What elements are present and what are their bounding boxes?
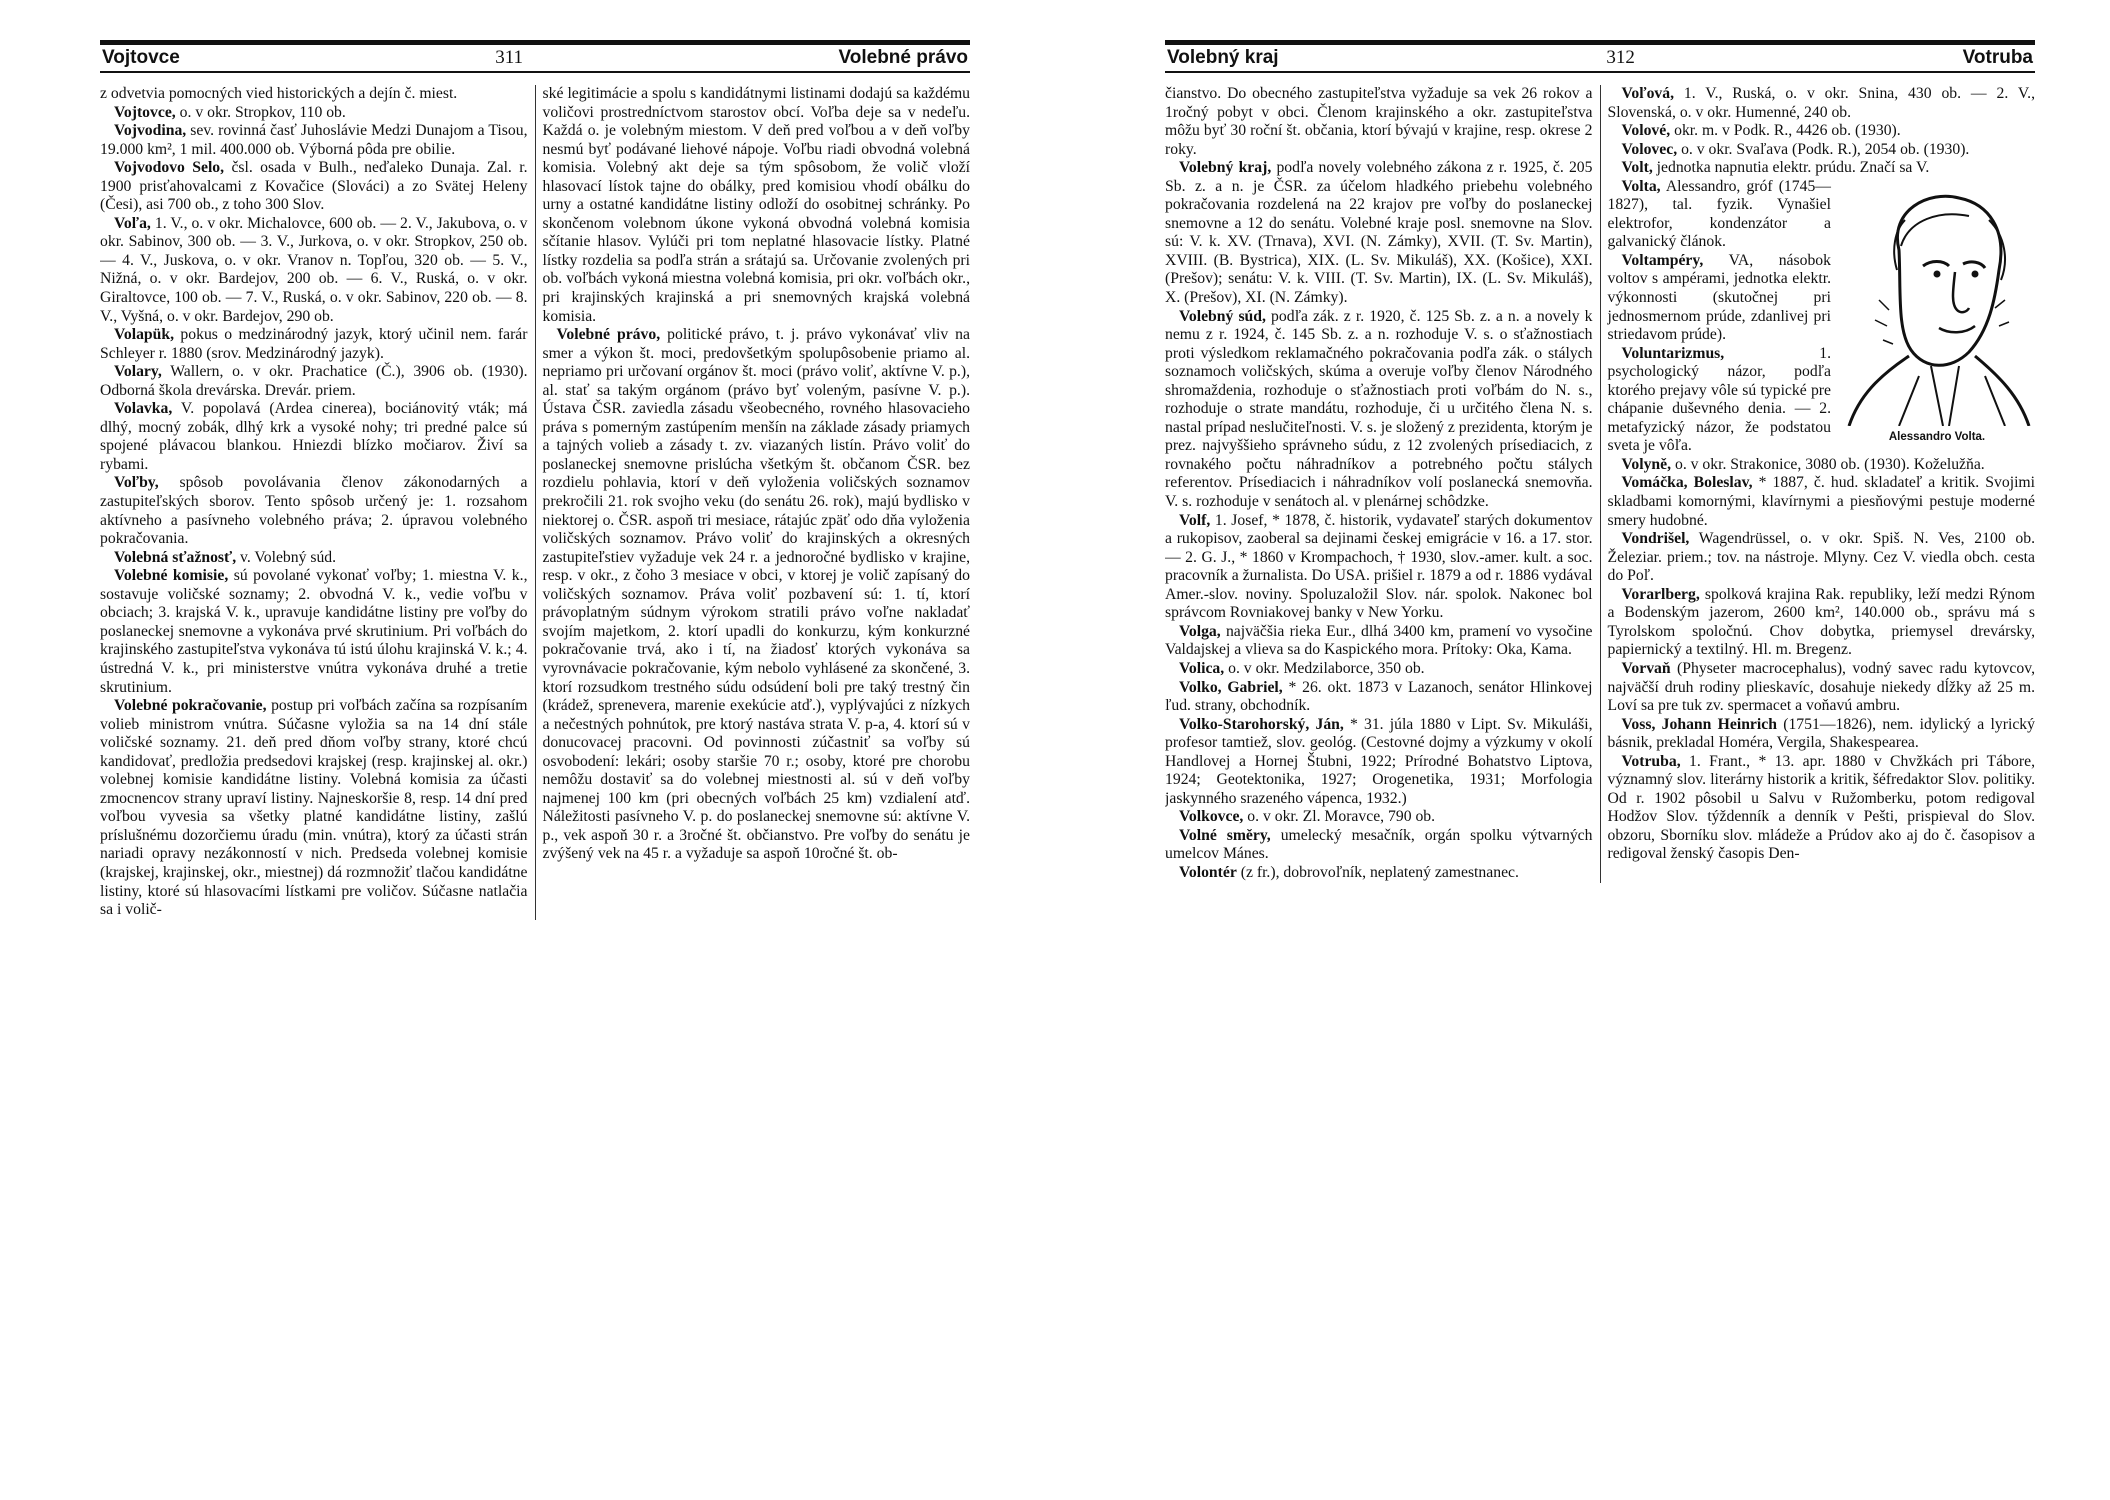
dictionary-entry (100, 122, 528, 159)
page-number: 311 (495, 47, 524, 68)
dictionary-entry (1608, 753, 2036, 864)
header-guide-word-first: Volebný kraj (1167, 47, 1279, 68)
entry-definition: Wagendrüssel, o. v okr. Spiš. N. Ves, 2100 ob. Železiar. priem.; tov. na nástroje. Mlyny. Cez V. viedla obch. cesta do Poľ. (1607, 530, 2035, 585)
entry-headword: Volovec, (1621, 140, 1678, 158)
dictionary-entry (100, 326, 528, 363)
entry-definition: postup pri voľbách začína sa rozpísaním volieb ministrom vnútra. Súčasne vyložia sa na 14 dní stále voličské soznamy. 21. deň pred dňom voľby strany, ktoré chcú kandidovať, predložia predsedovi krajskej (resp. krajinskej al. okr.) volebnej komisie kandidátne listiny. Volebná komisia za účasti zmocnencov strany upraví listiny. Najneskoršie 8, resp. 14 dní pred voľbou vyvesia sa všetky platné kandidátne listiny, zašlú príslušnému dozorčiemu úradu (min. vnútra), ktorý za účasti strán nariadi opravy nezákonností v nich. Predseda volebnej komisie (krajskej, krajinskej, okr., miestnej) dá rozmnožiť tlačou kandidátne listiny, ktoré sú hlasovacími lístkami pre voličov. Súčasne natlačia sa i volič- (100, 697, 528, 919)
entry-definition: Wallern, o. v okr. Prachatice (Č.), 3906 ob. (1930). Odborná škola drevárska. Drevár. priem. (100, 363, 528, 399)
dictionary-entry (1165, 660, 1593, 679)
entry-headword: Votruba, (1621, 752, 1681, 770)
dictionary-entry (100, 85, 528, 104)
dictionary-entry (1165, 864, 1593, 883)
entry-headword: Volary, (114, 363, 162, 381)
column-left (100, 85, 535, 920)
entry-definition: 1. Josef, * 1878, č. historik, vydavateľ starých dokumentov a rukopisov, zaoberal sa dejinami českej emigrácie v 16. a 17. stor. — 2. G. J., * 1860 v Krompachoch, † 1930, slov.-amer. kult. a soc. pracovník a žurnalista. Do USA. prišiel r. 1879 a od r. 1886 vydával Amer.-slov. noviny. Spoluzaložil Slov. nár. spolok. Nakonec bol správcom Rovniakovej banky v New Yorku. (1165, 511, 1593, 622)
dictionary-entry (1165, 159, 1593, 307)
dictionary-entry (1608, 716, 2036, 753)
dictionary-entry (1608, 456, 2036, 475)
entry-definition: jednotka napnutia elektr. prúdu. Značí sa V. (1652, 159, 1930, 177)
entry-definition: spolková krajina Rak. republiky, leží medzi Rýnom a Bodenským jazerom, 2600 km², 140.000 ob., správu má s Tyrolskom spoločnú. Chov dobytka, priemysel drevársky, papiernický a textilný. Hl. m. Bregenz. (1607, 585, 2035, 659)
entry-definition: o. v okr. Medzilaborce, 350 ob. (1224, 659, 1425, 677)
entry-definition: pokus o medzinárodný jazyk, ktorý učinil nem. farár Schleyer r. 1880 (srov. Medzinárodný jazyk). (100, 326, 528, 362)
left-page (100, 40, 970, 1480)
entry-headword: Volné směry, (1179, 826, 1271, 844)
volta-portrait-icon (1839, 180, 2035, 426)
entry-headword: Volové, (1621, 122, 1671, 140)
entry-headword: Volebná sťažnosť, (114, 548, 237, 566)
entry-definition: (z fr.), dobrovoľník, neplatený zamestnanec. (1236, 863, 1519, 881)
entry-headword: Volta, (1621, 177, 1661, 195)
entry-definition: najväčšia rieka Eur., dlhá 3400 km, pramení vo vysočine Valdajskej a vlieva sa do Kaspického mora. Prítoky: Oka, Kama. (1165, 622, 1593, 659)
entry-headword: Volebný súd, (1179, 307, 1266, 325)
dictionary-entry (100, 104, 528, 123)
entry-definition: 1. V., o. v okr. Michalovce, 600 ob. — 2. V., Jakubova, o. v okr. Sabinov, 300 ob. — 3. V., Jurkova, o. v okr. Stropkov, 250 ob. — 4. V., Juskova, o. v okr. Vranov n. Topľou, 320 ob. — 5. V., Nižná, o. v okr. Bardejov, 200 ob. — 6. V., Ruská, o. v okr. Giraltovce, 100 ob. — 7. V., Ruská, o. v okr. Sabinov, 220 ob. — 8. V., Vyšná, o. v okr. Bardejov, 290 ob. (100, 214, 528, 325)
entry-headword: Volica, (1179, 659, 1225, 677)
dictionary-entry (1165, 623, 1593, 660)
entry-headword: Vorvaň (1621, 659, 1671, 677)
dictionary-entry (1165, 85, 1593, 159)
entry-headword: Vomáčka, Boleslav, (1621, 474, 1753, 492)
dictionary-entry (100, 549, 528, 568)
dictionary-entry (1165, 808, 1593, 827)
entry-definition: z odvetvia pomocných vied historických a dejín č. miest. (100, 85, 458, 102)
dictionary-entry (1165, 716, 1593, 809)
dictionary-entry (100, 363, 528, 400)
dictionary-entry (543, 85, 971, 326)
entry-definition: okr. m. v Podk. R., 4426 ob. (1930). (1670, 122, 1901, 140)
page-header-right (1165, 40, 2035, 73)
entry-definition: o. v okr. Zl. Moravce, 790 ob. (1243, 808, 1436, 826)
entry-definition: politické právo, t. j. právo vykonávať vliv na smer a výkon št. moci, predovšetkým spolupôsobenie priamo al. nepriamo pri určovaní orgánov št. moci (právo voliť, aktívne V. p.), al. stať sa takým orgánom (právo byť voleným, pasívne V. p.). Ústava ČSR. zaviedla zásadu všeobecného, rovného hlasovacieho práva s pomerným zastúpením menšín na základe zásady priamych a tajných volieb a zásady t. zv. viazaných listín. Právo voliť do poslaneckej snemovne prislúcha všetkým št. občanom ČSR. bez rozdielu pohlavia, ktorí v deň vyloženia voličských soznamov prekročili 21. rok svojho veku (do senátu 26. rok), majú bydlisko v niektorej o. ČSR. aspoň tri mesiace, rátajúc zpäť odo dňa vyloženia voličských soznamov. Právo voliť do krajinských a okresných zastupiteľstiev vyžaduje vek 24 r. a jednoročné bydlisko v krajine, resp. v okr., z čoho 3 mesiace v obci, v ktorej je volič zapísaný do voličských soznamov. Práva voliť pozbavení sú: 1. tí, ktorí právoplatným súdnym výrokom stratili právo voľne nakladať svojím majetkom, 2. ktorí upadli do konkurzu, kým konkurzné pokračovanie trvá, ako i tí, na žiadosť ktorých vykonáva sa vyrovnávacie pokračovanie, kým nebolo vyhlásené za skončené, 3. ktorí rozsudkom trestného súdu odsúdení boli pre taký trestný čin (krádež, sprenevera, marenie exekúcie atď.), vyplývajúci z nízkych a nečestných pohnútok, pre ktorý nastáva strata V. p-a, 4. ktorí sú v donucovacej pracovni. Od povinnosti zúčastniť sa voľby sú osvobodení: lekári; osoby staršie 70 r.; osoby, ktoré pre chorobu nemôžu dostaviť sa do volebnej miestnosti al. sú v deň voľby najmenej 100 km (pri obecných voľbách 25 km) vzdialení atď. Náležitosti pasívneho V. p. do poslaneckej snemovne sú: aktívne V. p., vek aspoň 30 r. a 3ročné št. občianstvo. Pre voľby do senátu je zvýšený vek na 45 r. a vyžaduje sa aspoň 10ročné št. ob- (542, 326, 970, 863)
text-columns (100, 85, 970, 920)
dictionary-entry (100, 215, 528, 326)
entry-definition: 1. psychologický názor, podľa ktorého prejavy vôle sú typické pre chápanie duševného denia. — 2. metafyzický názor, že podstatou sveta je vôľa. (1607, 344, 1831, 455)
portrait-caption: Alessandro Volta. (1888, 430, 1986, 443)
entry-definition: * 26. okt. 1873 v Lazanoch, senátor Hlinkovej ľud. strany, obchodník. (1165, 678, 1593, 715)
entry-definition: o. v okr. Svaľava (Podk. R.), 2054 ob. (1930). (1677, 140, 1970, 158)
entry-definition: V. popolavá (Ardea cinerea), bociánovitý vták; má dlhý, mocný zobák, dlhý krk a vysoké nohy; tri predné palce sú spojené plávacou blankou. Hniezdi blízko močiarov. Živí sa rybami. (100, 400, 528, 473)
entry-headword: Volebné pokračovanie, (114, 697, 267, 715)
entry-headword: Volebné právo, (556, 326, 661, 344)
dictionary-entry (1165, 827, 1593, 864)
entry-headword: Vojvodina, (114, 122, 187, 140)
entry-headword: Volebný kraj, (1179, 159, 1272, 177)
entry-headword: Voss, Johann Heinrich (1621, 715, 1777, 733)
page-header-left (100, 40, 970, 73)
dictionary-entry (1165, 679, 1593, 716)
column-right (535, 85, 971, 920)
dictionary-entry (1608, 141, 2036, 160)
dictionary-entry (1608, 159, 2036, 178)
entry-definition: o. v okr. Stropkov, 110 ob. (175, 103, 346, 121)
entry-definition: (Physeter macrocephalus), vodný savec radu kytovcov, najväčší druh rodiny plieskavíc, dosahuje niekedy dĺžky až 25 m. Loví sa pre tuk zv. spermacet a voňavú ambru. (1607, 659, 2035, 715)
entries-before-portrait (1608, 85, 2036, 178)
column-right (1600, 85, 2036, 883)
entry-headword: Voľová, (1621, 85, 1675, 102)
entry-definition: čianstvo. Do obecného zastupiteľstva vyžaduje sa vek 26 rokov a 1ročný pobyt v obci. Členom krajinského a okr. zastupiteľstva môžu byť 30 roční št. občania, ktorí bývajú v krajine, resp. okrese 2 roky. (1165, 85, 1593, 158)
entry-definition: * 1887, č. hud. skladateľ a kritik. Svojimi skladbami komornými, klavírnymi a piesňovými pestuje moderné smery hudobné. (1607, 474, 2035, 529)
entry-headword: Vojtovce, (114, 103, 176, 121)
dictionary-entry (1165, 308, 1593, 512)
entry-definition: ské legitimácie a spolu s kandidátnymi listinami dodajú sa každému voličovi prostredníctvom starostov obcí. Voľba deje sa v nedeľu. Každá o. je volebným miestom. V deň pred voľbou a v deň voľby nesmú byť podávané liehové nápoje. Voľbu riadi obvodná volebná komisia. Volebný akt deje sa tým spôsobom, že volič vloží hlasovací lístok tajne do obálky, pred komisiou vhodí obálku do urny a ostatné kandidátne listiny odloží do osobitnej schránky. Po skončenom volebnom úkone vykoná obvodná volebná komisia sčítanie hlasov. Vylúči pri tom neplatné hlasovacie lístky. Platné lístky rozdelia sa podľa strán a srátajú sa. Určovanie zvolených pri ob. voľbách vykoná miestna volebná komisia, pri okr. voľbách okr., pri krajinských krajinská a pri snemovných krajská volebná komisia. (542, 85, 970, 325)
entry-headword: Volapük, (114, 326, 175, 344)
entry-headword: Volavka, (114, 400, 173, 418)
entry-headword: Volko-Starohorský, Ján, (1179, 715, 1344, 733)
right-page (1165, 40, 2035, 1480)
dictionary-entry (100, 474, 528, 548)
header-guide-word-last: Votruba (1962, 47, 2033, 68)
entry-definition: umelecký mesačník, orgán spolku výtvarných umelcov Mánes. (1165, 826, 1593, 863)
entry-definition: * 31. júla 1880 v Lipt. Sv. Mikuláši, profesor tamtiež, slov. geológ. (Cestovné dojmy a výzkumy v okolí Handlovej a Hornej Štubni, 1922; Prírodné Bohatstvo Liptova, 1924; Geotektonika, 1927; Orogenetika, 1931; Morfologia jaskynného srazeného vápenca, 1932.) (1165, 715, 1593, 807)
header-guide-word-last: Volebné právo (838, 47, 968, 68)
dictionary-entry (1608, 586, 2036, 660)
entry-headword: Voluntarizmus, (1621, 344, 1725, 362)
entry-headword: Vojvodovo Selo, (114, 159, 225, 177)
entry-headword: Volf, (1179, 511, 1211, 529)
dictionary-entry (1608, 122, 2036, 141)
entry-headword: Volebné komisie, (114, 567, 229, 585)
dictionary-entry (1608, 530, 2036, 586)
entry-headword: Volga, (1179, 622, 1221, 640)
entry-headword: Volontér (1179, 863, 1237, 881)
entry-headword: Voltampéry, (1621, 251, 1704, 269)
column-left (1165, 85, 1600, 883)
entry-definition: Alessandro, gróf (1745—1827), tal. fyzik. Vynašiel elektrofor, kondenzátor a galvanický článok. (1607, 177, 1831, 251)
dictionary-entry (100, 697, 528, 920)
entry-definition: 1. Frant., * 13. apr. 1880 v Chvžkách pri Tábore, významný slov. literárny historik a kritik, šéfredaktor Slov. politiky. Od r. 1902 pôsobil u Salvu v Ružomberku, potom redigoval Hodžov Slov. týždenník a denník v Pešti, prispieval do Slov. obzoru, Sborníku slov. mládeže a Prúdov ako aj do č. časopisov a redigoval ženský časopis Den- (1607, 752, 2035, 863)
entry-definition: 1. V., Ruská, o. v okr. Snina, 430 ob. — 2. V., Slovenská, o. v okr. Humenné, 240 ob. (1607, 85, 2035, 121)
volta-portrait (1839, 180, 2035, 447)
page-number: 312 (1606, 47, 1635, 68)
entry-definition: v. Volebný súd. (236, 548, 337, 566)
entry-headword: Voľa, (114, 214, 151, 232)
dictionary-entry (100, 159, 528, 215)
dictionary-entry (100, 567, 528, 697)
entry-headword: Volt, (1621, 159, 1653, 177)
entry-headword: Voľby, (114, 474, 159, 492)
dictionary-entry (543, 326, 971, 864)
entry-definition: o. v okr. Strakonice, 3080 ob. (1930). Koželužňa. (1671, 455, 1985, 473)
entry-headword: Volko, Gabriel, (1179, 678, 1283, 696)
entry-headword: Volkovce, (1179, 808, 1244, 826)
entry-headword: Vondrišel, (1621, 530, 1690, 548)
entry-definition: podľa zák. z r. 1920, č. 125 Sb. z. a n. a novely k nemu z r. 1924, č. 145 Sb. z. a n. rozhoduje V. s. o sťažnostiach proti výsledkom reklamačného pokračovania podľa zák. o stálych soznamoch voličských, skúma a overuje voľby členov Národného shromaždenia, rozhoduje o sťažnostiach proti voľbám do N. s., rozhoduje o strate mandátu, rozhoduje, či u určitého člena N. s. nastal prípad neslučiteľnosti. V. s. je složený z prezidenta, ktorým je prez. najvyššieho správneho súdu, z 12 zvolených prísediacich, z rovnakého počtu náhradníkov a potrebného počtu stálych referentov. Prísediacich i náhradníkov volí poslanecká snemovňa. V. s. rozhoduje v senátoch al. v plenárnej schôdzke. (1165, 307, 1593, 511)
dictionary-entry (1608, 660, 2036, 716)
entry-definition: čsl. osada v Bulh., neďaleko Dunaja. Zal. r. 1900 prisťahovalcami z Kovačice (Slováci) a zo Svätej Heleny (Česi), asi 700 ob., z toho 300 Slov. (100, 159, 528, 214)
text-columns (1165, 85, 2035, 883)
entry-headword: Vorarlberg, (1621, 585, 1700, 603)
entry-definition: (1751—1826), nem. idylický a lyrický básnik, prekladal Homéra, Vergila, Shakespearea. (1607, 715, 2035, 752)
entry-definition: sev. rovinná časť Juhoslávie Medzi Dunajom a Tisou, 19.000 km², 1 mil. 400.000 ob. Výborná pôda pre obilie. (100, 122, 528, 158)
entry-definition: VA, násobok voltov s ampérami, jednotka elektr. výkonnosti (skutočnej pri jednosmernom prúde, zdanlivej pri striedavom prúde). (1607, 251, 1831, 344)
dictionary-entry (1608, 474, 2036, 530)
header-guide-word-first: Vojtovce (102, 47, 180, 68)
entry-definition: sú povolané vykonať voľby; 1. miestna V. k., sostavuje voličské soznamy; 2. obvodná V. k., vedie voľbu v obciach; 3. krajská V. k., upravuje kandidátne listiny pre voľby do poslaneckej snemovne a vykonáva prvé skrutinium. Pri voľbách do krajinského zastupiteľstva vykonáva tú istú úlohu krajinská V. k.; 4. ústredná V. k., pri ministerstve vnútra vykonáva druhé a tretie skrutinium. (100, 567, 528, 696)
dictionary-entry (1608, 85, 2036, 122)
entry-definition: podľa novely volebného zákona z r. 1925, č. 205 Sb. z. a n. je ČSR. za účelom hladkého priebehu volebného pokračovania rozdelená na 22 krajov pre voľby do poslaneckej snemovne a 12 do senátu. Volebné kraje posl. snemovne na Slov. sú: V. k. XV. (Trnava), XVI. (N. Zámky), XVII. (T. Sv. Martin), XVIII. (B. Bystrica), XIX. (L. Sv. Mikuláš), XX. (Košice), XXI. (Prešov); senátu: V. k. VIII. (T. Sv. Martin), IX. (L. Sv. Mikuláš), X. (Prešov), XI. (N. Zámky). (1165, 159, 1593, 307)
dictionary-entry (1165, 512, 1593, 623)
entry-headword: Volyně, (1621, 455, 1672, 473)
dictionary-entry (100, 400, 528, 474)
entry-definition: spôsob povolávania členov zákonodarných a zastupiteľských sborov. Tento spôsob určený je: 1. rozsahom aktívneho a pasívneho volebného práva; 2. úpravou volebného pokračovania. (100, 474, 528, 548)
